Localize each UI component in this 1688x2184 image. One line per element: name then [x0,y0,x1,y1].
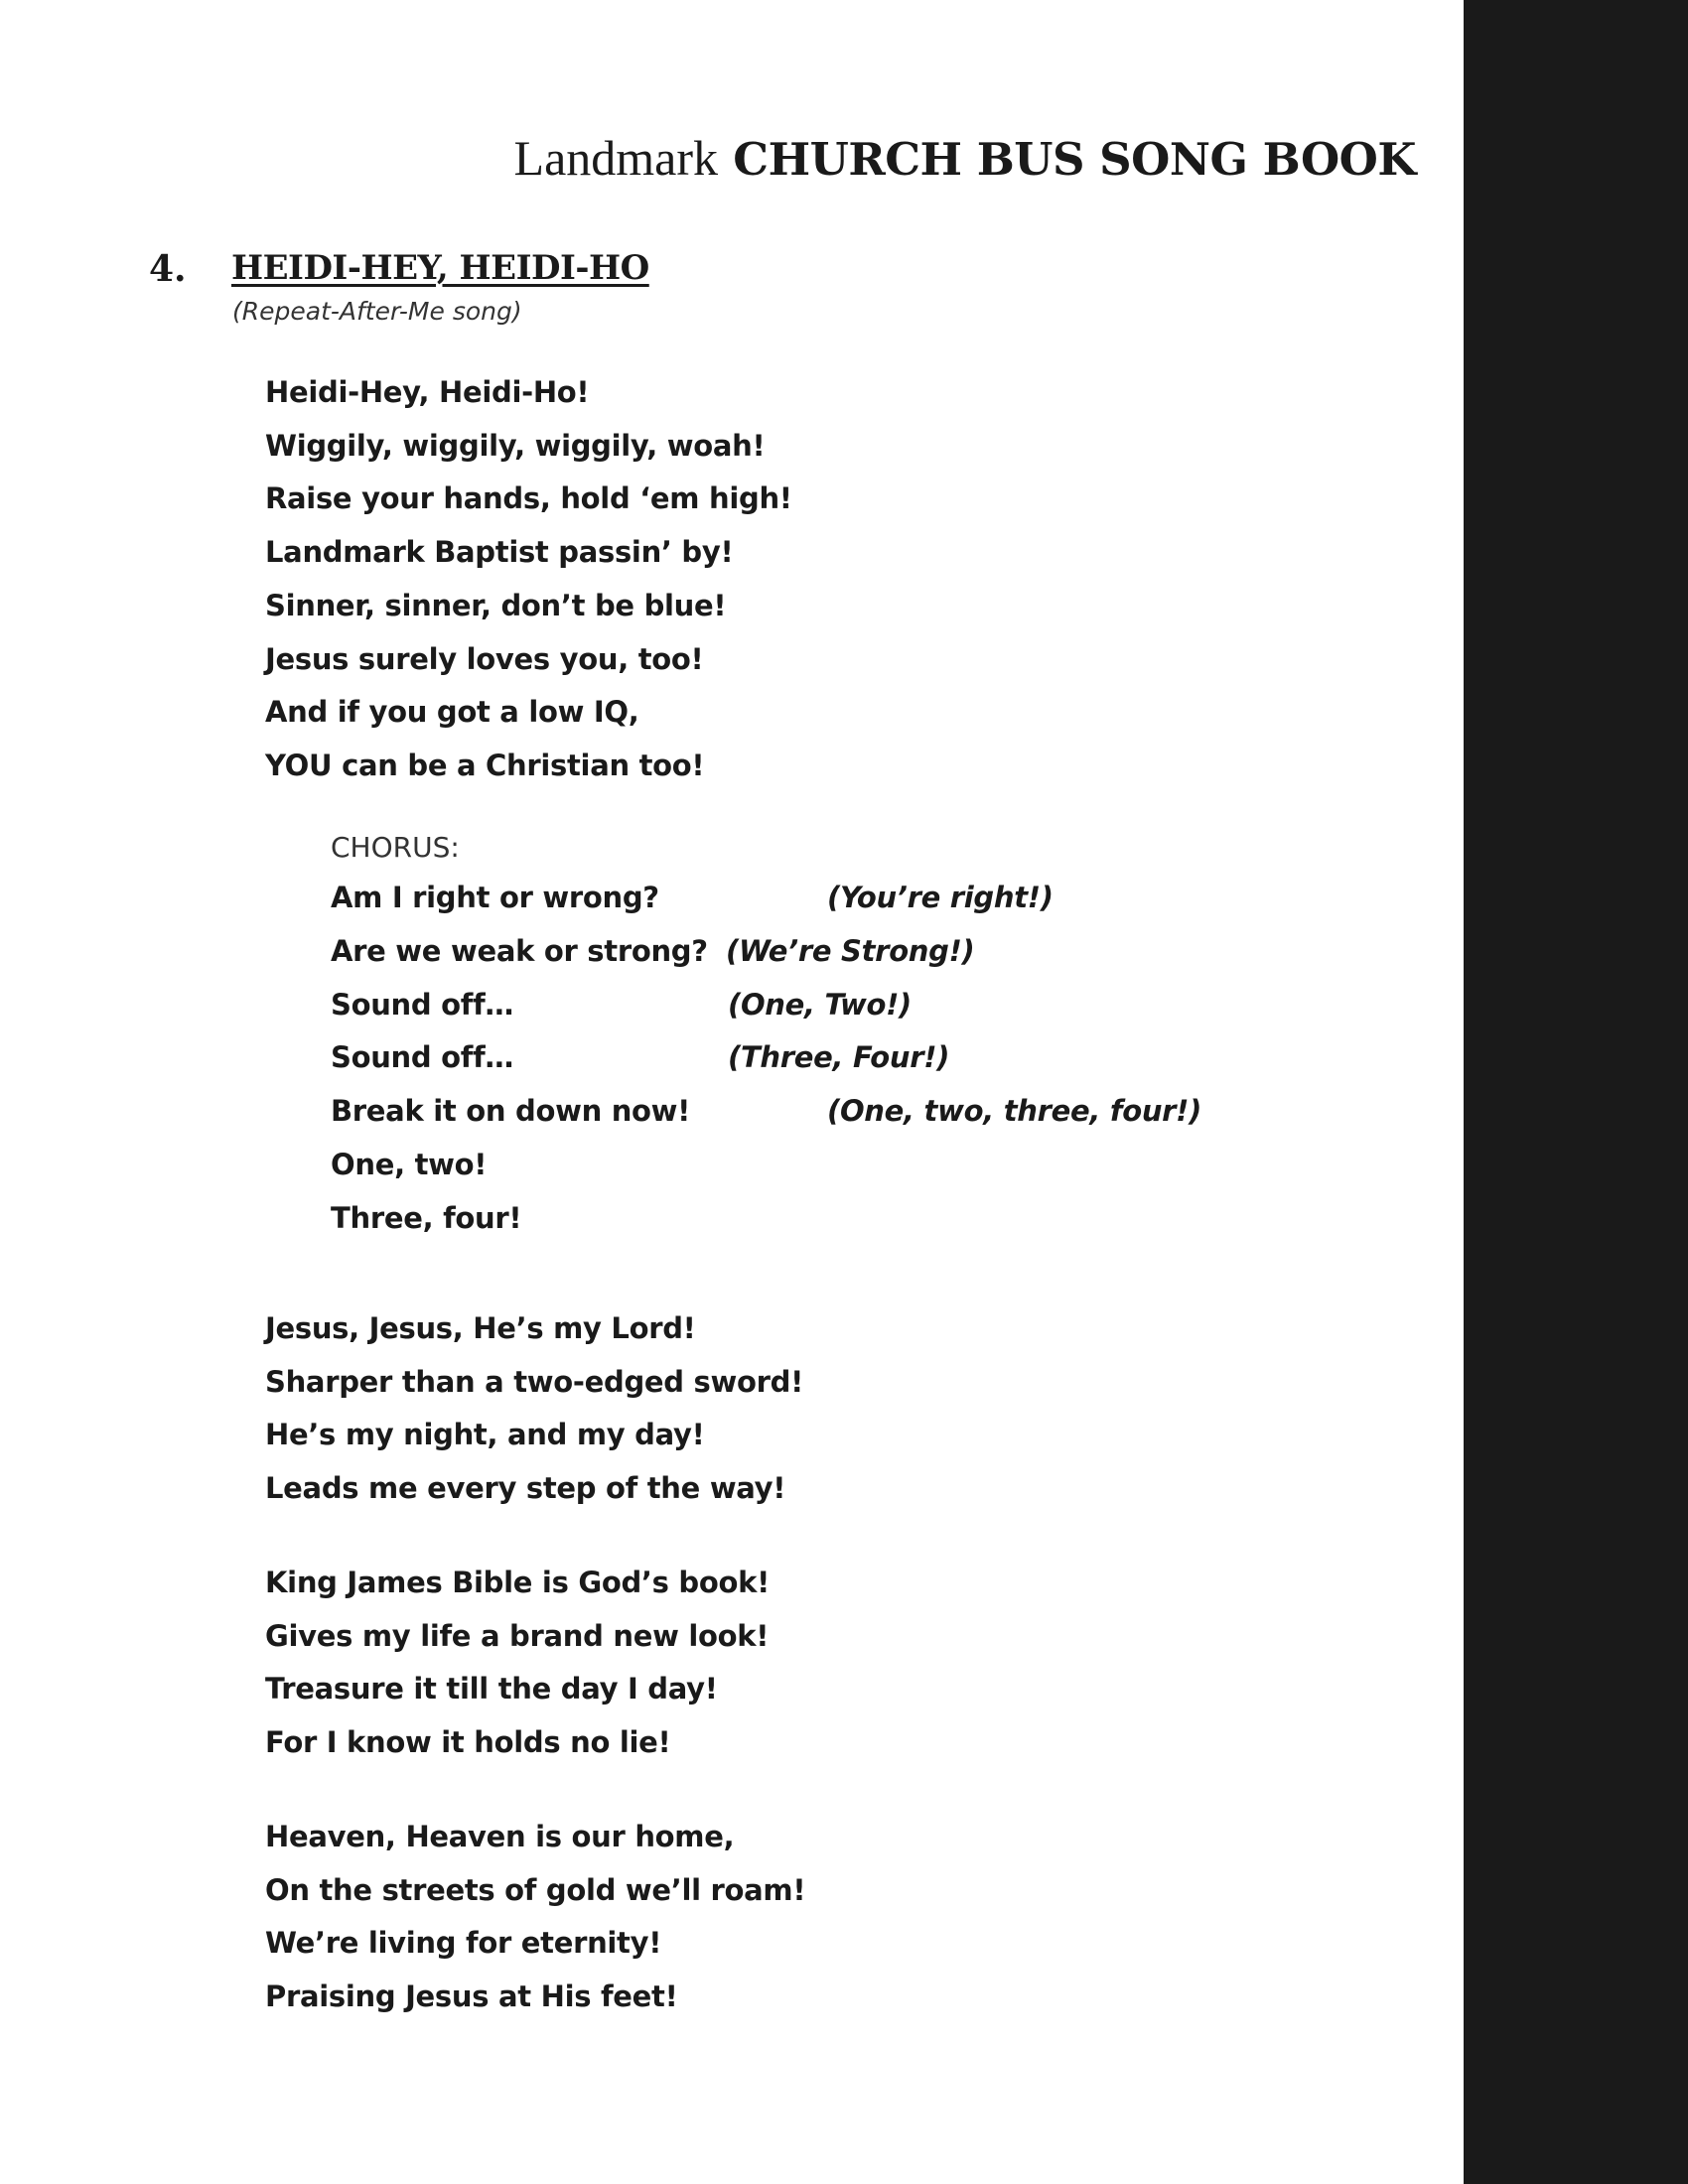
chorus-response: (We’re Strong!) [726,933,975,968]
book-header [514,129,1416,187]
chorus-line-text: Sound off… [331,987,514,1022]
chorus-line-text: Are we weak or strong? [331,933,708,968]
verse-line: Heidi-Hey, Heidi-Ho! [265,375,590,409]
chorus-line-text: Am I right or wrong? [331,881,659,914]
verse-line: Leads me every step of the way! [265,1471,786,1506]
chorus-lines [331,872,1202,1246]
verse-line: Wiggily, wiggily, wiggily, woah! [265,428,766,463]
chorus-response: (One, Two!) [728,987,913,1022]
verse-line: YOU can be a Christian too! [265,748,705,782]
chorus-line [331,1192,708,1246]
verse-2 [265,1302,803,1516]
chorus-line-text: Break it on down now! [331,1094,691,1129]
verse-line: Jesus, Jesus, He’s my Lord! [265,1311,696,1345]
verse-line: We’re living for eternity! [265,1926,662,1961]
header-title: CHURCH BUS SONG BOOK [733,133,1416,186]
verse-line: Sharper than a two-edged sword! [265,1364,803,1399]
chorus-response: (Three, Four!) [728,1040,950,1075]
verse-line: He’s my night, and my day! [265,1418,705,1452]
verse-line: Raise your hands, hold ‘em high! [265,481,792,516]
chorus-line [331,925,975,979]
chorus-response: (You’re right!) [827,881,1054,914]
verse-3 [265,1557,770,1770]
verse-line: Heaven, Heaven is our home, [265,1820,735,1853]
verse-line: Sinner, sinner, don’t be blue! [265,588,727,622]
header-prefix: Landmark [513,130,718,186]
chorus-line [331,1139,708,1192]
chorus-line [331,1085,1202,1139]
verse-line: For I know it holds no lie! [265,1725,671,1760]
song-subtitle: (Repeat-After-Me song) [232,297,522,326]
chorus-line [331,1031,950,1085]
chorus-line-text: Three, four! [331,1200,522,1235]
chorus-line [331,979,913,1032]
chorus-line [331,872,1054,925]
verse-line: King James Bible is God’s book! [265,1566,770,1599]
chorus-line-text: Sound off… [331,1040,514,1075]
verse-line: And if you got a low IQ, [265,695,639,730]
verse-line: Jesus surely loves you, too! [265,641,704,676]
song-number: 4. [149,248,187,290]
verse-line: On the streets of gold we’ll roam! [265,1872,806,1907]
verse-line: Praising Jesus at His feet! [265,1979,678,2014]
page-edge-bar [1464,0,1688,2184]
chorus-response: (One, two, three, four!) [827,1094,1202,1129]
verse-line: Treasure it till the day I day! [265,1672,718,1706]
song-title: HEIDI-HEY, HEIDI-HO [231,248,649,288]
chorus-label: CHORUS: [331,831,460,864]
chorus-line-text: One, two! [331,1147,488,1181]
verse-1 [265,366,792,793]
verse-line: Landmark Baptist passin’ by! [265,535,734,570]
verse-4 [265,1811,805,2024]
chorus [331,824,1202,1246]
verse-line: Gives my life a brand new look! [265,1618,770,1653]
